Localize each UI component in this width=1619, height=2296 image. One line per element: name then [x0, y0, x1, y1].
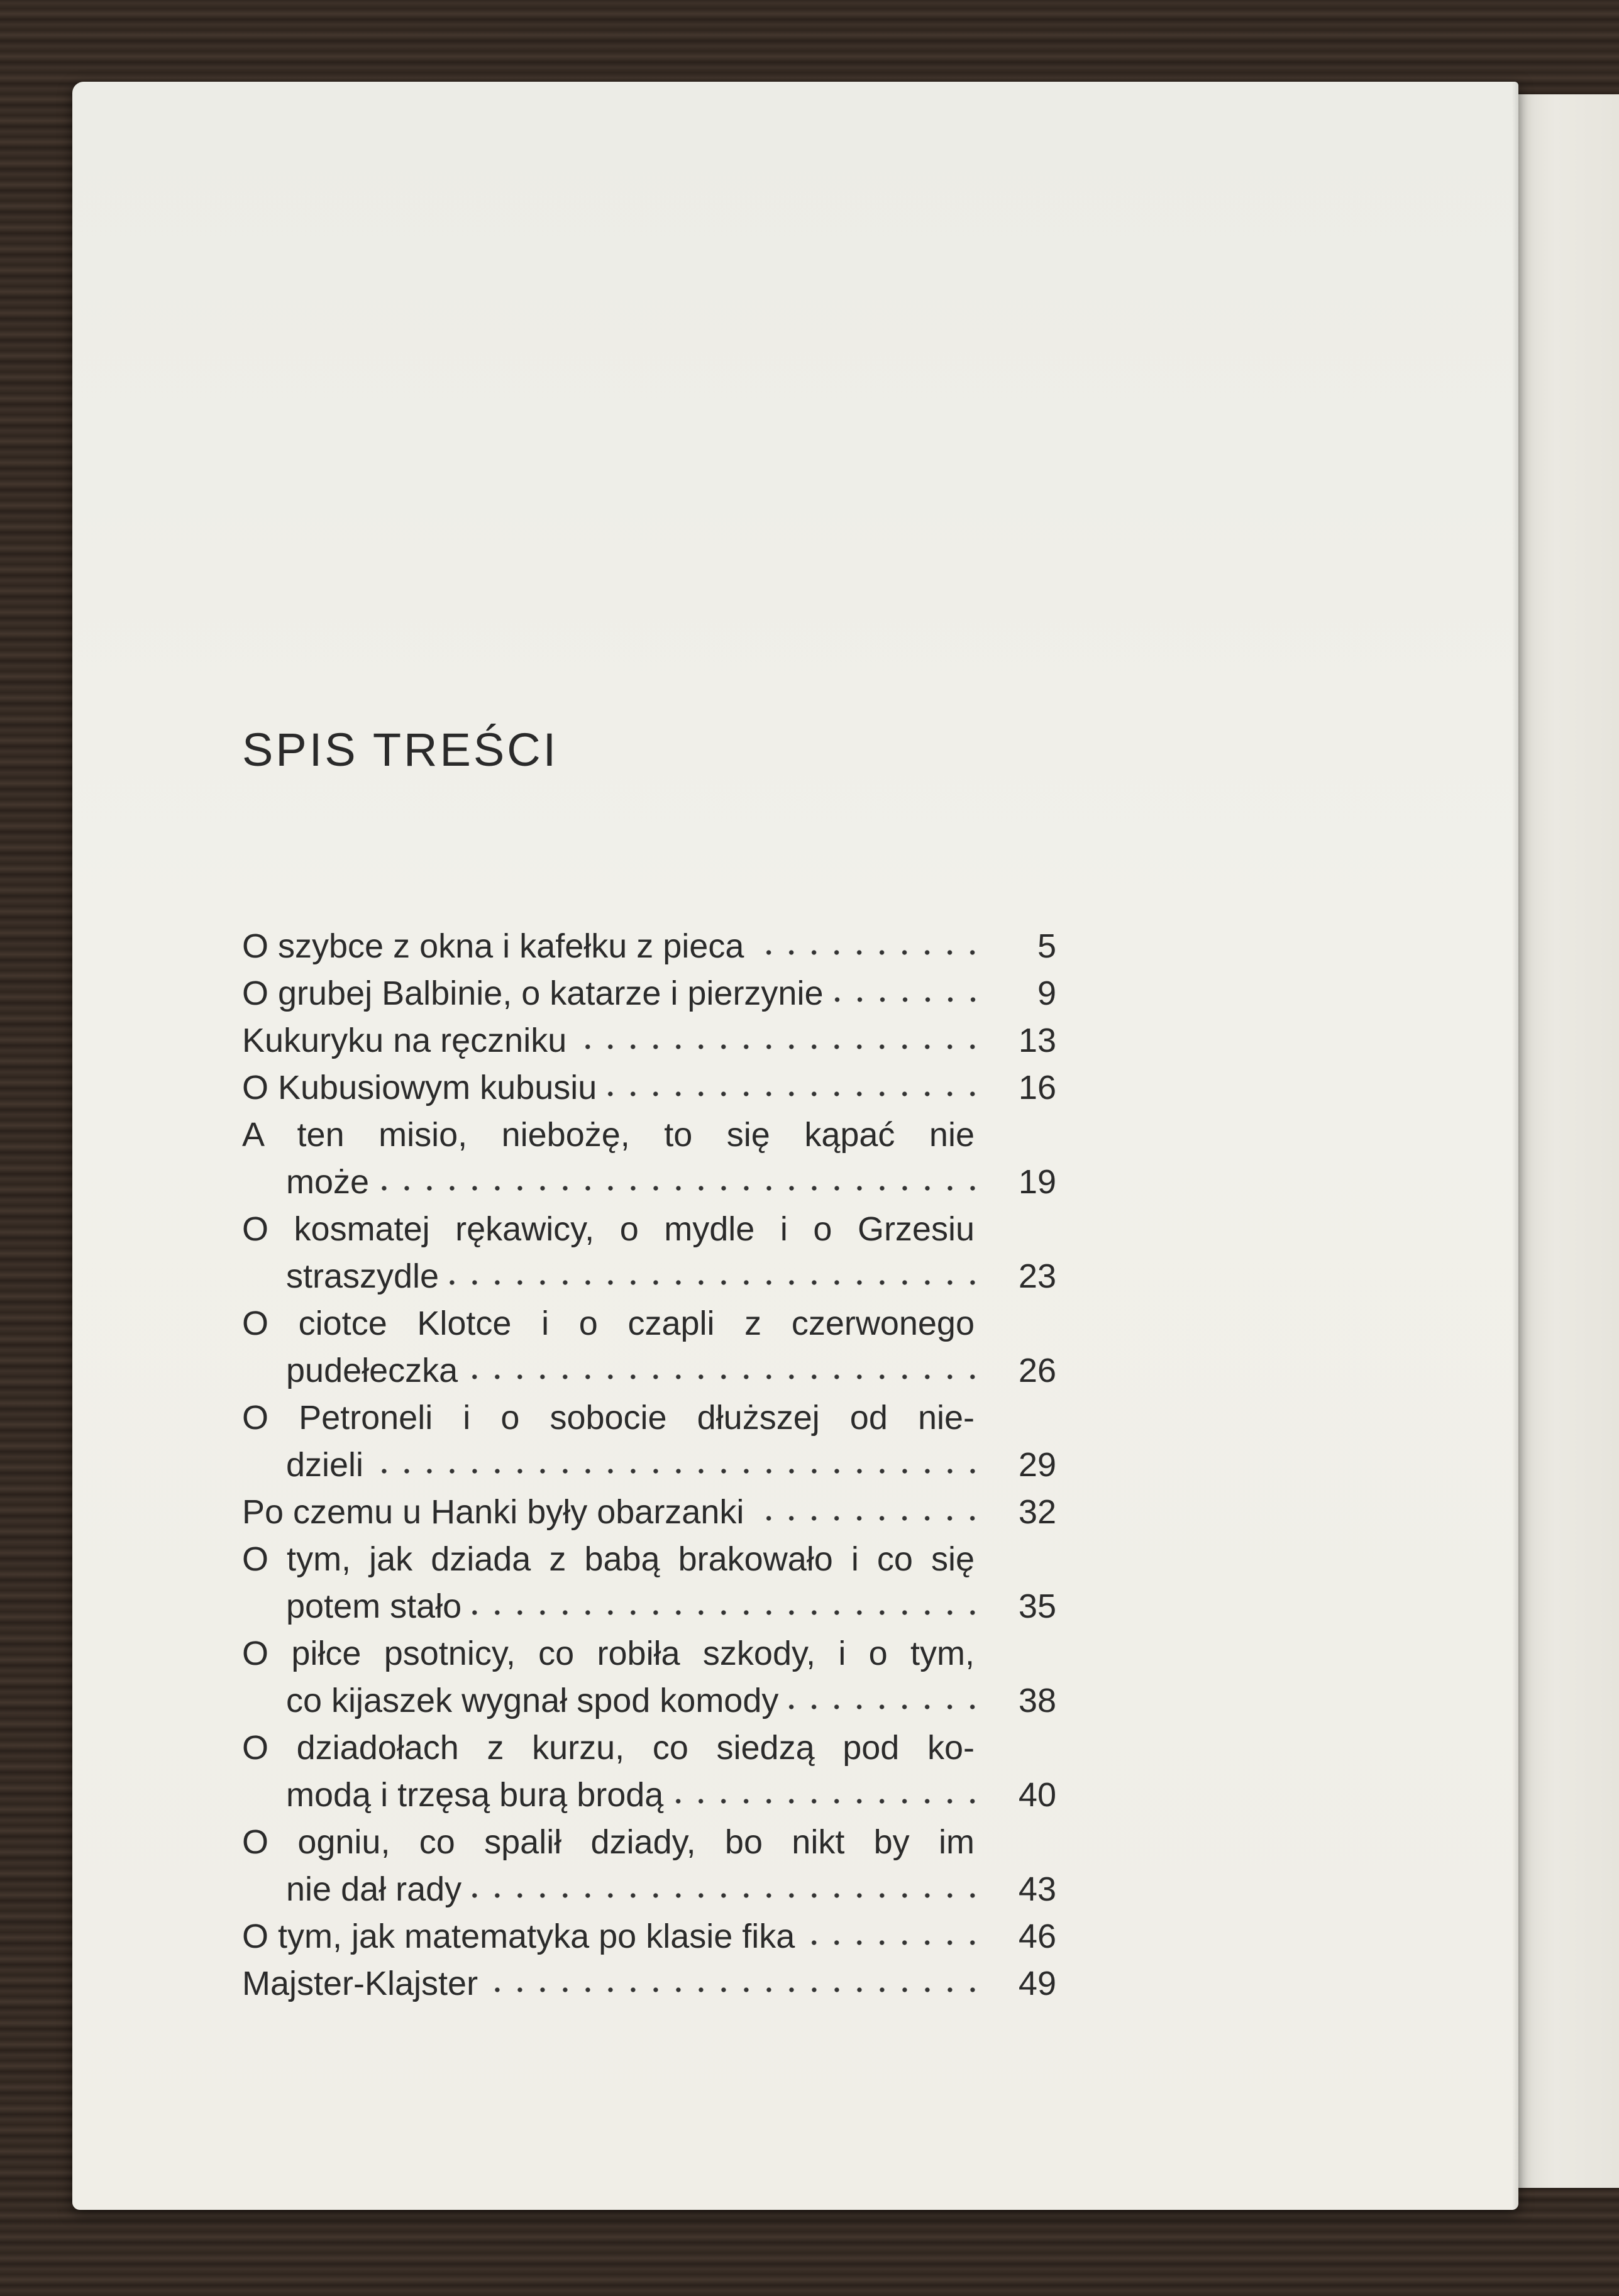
toc-entry-title-line: dzieli	[286, 1446, 364, 1484]
toc-entry-title-line: O grubej Balbinie, o katarze i pierzynie	[242, 974, 824, 1012]
toc-page-number: 38	[1018, 1682, 1056, 1719]
toc-page-number: 40	[1018, 1776, 1056, 1814]
toc-entry-title-line: O ciotce Klotce i o czapli z czerwonego	[242, 1305, 975, 1342]
toc-page-number: 49	[1018, 1965, 1056, 2002]
dot-leader	[378, 1184, 984, 1192]
toc-entry	[242, 1536, 1056, 1630]
toc-page-number: 5	[1037, 927, 1056, 965]
toc-entry	[242, 1394, 1056, 1489]
toc-entry-row	[242, 1159, 1056, 1206]
toc-entry-row	[242, 1489, 1056, 1536]
toc-entry-row	[242, 970, 1056, 1017]
toc-entry-title-line: O tym, jak dziada z babą brakowało i co się	[242, 1540, 975, 1578]
toc-entry-title-line: O ogniu, co spalił dziady, bo nikt by im	[242, 1823, 975, 1861]
toc-page-number: 35	[1018, 1587, 1056, 1625]
toc-entry-row	[242, 1253, 1056, 1300]
toc-entry-row	[242, 1866, 1056, 1913]
dot-leader	[787, 1703, 984, 1711]
page-title: SPIS TREŚCI	[242, 724, 559, 776]
toc-entry-title-line: O tym, jak matematyka po klasie fika	[242, 1918, 795, 1955]
dot-leader	[575, 1043, 984, 1051]
toc-page-number: 29	[1018, 1446, 1056, 1484]
dot-leader	[753, 1515, 984, 1522]
dot-leader	[753, 949, 984, 956]
toc-entry-title-line: co kijaszek wygnał spod komody	[286, 1682, 779, 1719]
toc-entry-title-line: O Kubusiowym kubusiu	[242, 1069, 597, 1107]
table-of-contents	[242, 923, 1056, 2007]
toc-entry	[242, 1630, 1056, 1725]
toc-entry-row	[242, 1913, 1056, 1960]
page-fold-shadow	[1512, 82, 1518, 2210]
toc-entry-title-line: O Petroneli i o sobocie dłuższej od nie-	[242, 1399, 975, 1437]
toc-entry	[242, 1725, 1056, 1819]
toc-entry-row	[242, 1017, 1056, 1064]
toc-entry-title-line: nie dał rady	[286, 1870, 462, 1908]
toc-page-number: 9	[1037, 974, 1056, 1012]
toc-entry-row	[242, 1960, 1056, 2007]
toc-entry	[242, 1017, 1056, 1064]
toc-page-number: 16	[1018, 1069, 1056, 1107]
dot-leader	[470, 1609, 984, 1616]
dot-leader	[448, 1279, 984, 1286]
dot-leader	[467, 1373, 984, 1381]
toc-entry-title-line: modą i trzęsą burą brodą	[286, 1776, 664, 1814]
toc-entry-title-line: O szybce z okna i kafełku z pieca	[242, 927, 744, 965]
toc-entry-title-line: straszydle	[286, 1257, 439, 1295]
dot-leader	[487, 1986, 984, 1994]
toc-entry-title-line: Kukuryku na ręczniku	[242, 1022, 567, 1059]
toc-entry	[242, 1913, 1056, 1960]
toc-entry-row	[242, 923, 1056, 970]
toc-entry-title-line: potem stało	[286, 1587, 462, 1625]
toc-entry-row	[242, 1442, 1056, 1489]
next-page-edge	[1512, 94, 1619, 2188]
toc-entry-title-line: A ten misio, niebożę, to się kąpać nie	[242, 1116, 975, 1154]
toc-entry-row	[242, 1347, 1056, 1394]
toc-entry	[242, 1206, 1056, 1300]
toc-entry-row	[242, 1583, 1056, 1630]
toc-page-number: 19	[1018, 1163, 1056, 1201]
toc-entry	[242, 1489, 1056, 1536]
toc-entry-row	[242, 1772, 1056, 1819]
toc-entry	[242, 1819, 1056, 1913]
toc-entry-title-line: O kosmatej rękawicy, o mydle i o Grzesiu	[242, 1210, 975, 1248]
toc-entry	[242, 1112, 1056, 1206]
dot-leader	[804, 1939, 984, 1946]
toc-entry	[242, 1960, 1056, 2007]
toc-entry-title-line: może	[286, 1163, 370, 1201]
toc-entry-title-line: O piłce psotnicy, co robiła szkody, i o tym,	[242, 1635, 975, 1672]
toc-entry-row	[242, 1064, 1056, 1112]
toc-page-number: 26	[1018, 1352, 1056, 1389]
dot-leader	[605, 1090, 984, 1098]
toc-page-number: 43	[1018, 1870, 1056, 1908]
toc-entry-row	[242, 1677, 1056, 1725]
toc-entry-title-line: Po czemu u Hanki były obarzanki	[242, 1493, 744, 1531]
dot-leader	[470, 1892, 984, 1899]
toc-entry	[242, 923, 1056, 970]
dot-leader	[832, 996, 985, 1003]
dot-leader	[372, 1467, 984, 1475]
toc-page-number: 32	[1018, 1493, 1056, 1531]
toc-page-number: 23	[1018, 1257, 1056, 1295]
toc-page-number: 46	[1018, 1918, 1056, 1955]
toc-entry	[242, 1064, 1056, 1112]
toc-entry-title-line: O dziadołach z kurzu, co siedzą pod ko-	[242, 1729, 975, 1767]
dot-leader	[672, 1797, 984, 1805]
toc-entry	[242, 1300, 1056, 1394]
toc-entry-title-line: pudełeczka	[286, 1352, 458, 1389]
toc-entry	[242, 970, 1056, 1017]
toc-page-number: 13	[1018, 1022, 1056, 1059]
toc-entry-title-line: Majster-Klajster	[242, 1965, 478, 2002]
